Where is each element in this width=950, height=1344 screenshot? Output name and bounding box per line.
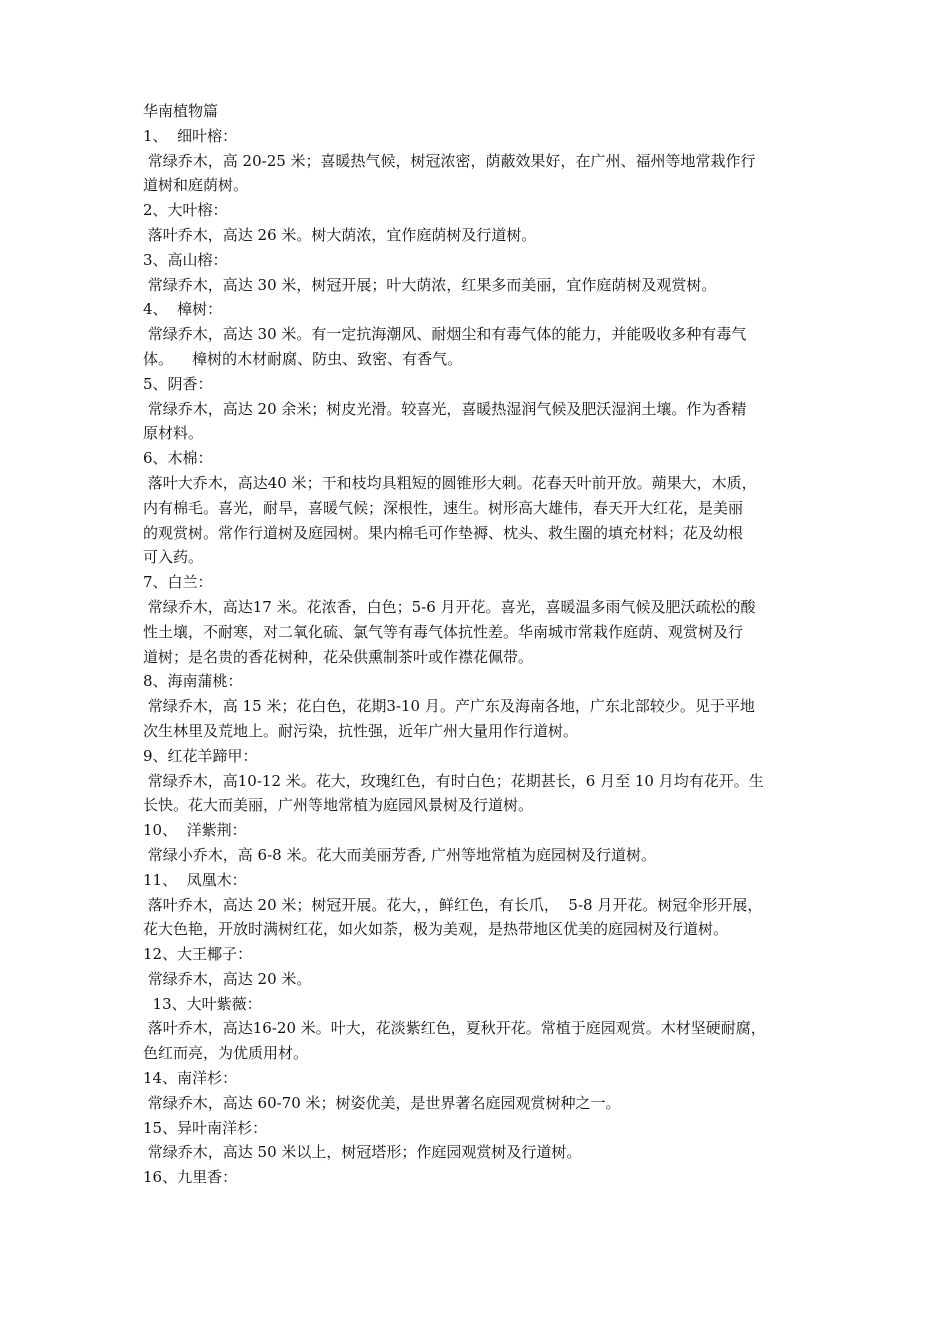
text-line: 的观赏树。常作行道树及庭园树。果内棉毛可作垫褥、枕头、救生圈的填充材料；花及幼根 bbox=[143, 523, 744, 542]
text-line: 花大色艳，开放时满树红花，如火如荼，极为美观，是热带地区优美的庭园树及行道树。 bbox=[143, 920, 729, 939]
text-line: 3、高山榕： bbox=[143, 250, 228, 269]
text-line: 常绿乔木，高达 20 余米；树皮光滑。较喜光，喜暖热湿润气候及肥沃湿润土壤。作为香精 bbox=[143, 399, 747, 418]
text-line: 12、大王椰子： bbox=[143, 945, 253, 964]
text-line: 常绿乔木，高达 50 米以上，树冠塔形；作庭园观赏树及行道树。 bbox=[143, 1143, 582, 1162]
text-line: 落叶乔木，高达 20 米；树冠开展。花大，，鲜红色，有长爪， 5-8 月开花。树冠伞形开展， bbox=[143, 895, 763, 914]
text-line: 常绿乔木，高达 30 米。有一定抗海潮风、耐烟尘和有毒气体的能力，并能吸收多种有毒气 bbox=[143, 325, 747, 344]
text-line: 10、 洋紫荆： bbox=[143, 821, 247, 840]
text-line: 8、海南蒲桃： bbox=[143, 672, 243, 691]
text-line: 常绿乔木，高 20-25 米；喜暖热气候，树冠浓密，荫蔽效果好，在广州、福州等地常栽作行 bbox=[143, 151, 756, 170]
text-line: 常绿乔木，高达17 米。花浓香，白色；5-6 月开花。喜光，喜暖温多雨气候及肥沃疏松的酸 bbox=[143, 597, 756, 616]
text-line: 道树和庭荫树。 bbox=[143, 176, 249, 195]
document-title: 华南植物篇 bbox=[143, 102, 219, 120]
text-line: 1、 细叶榕： bbox=[143, 126, 238, 145]
text-line: 4、 樟树： bbox=[143, 300, 223, 319]
text-line: 15、异叶南洋杉： bbox=[143, 1118, 268, 1137]
text-line: 13、大叶紫薇： bbox=[143, 994, 262, 1013]
text-line: 落叶乔木，高达16-20 米。叶大，花淡紫红色，夏秋开花。常植于庭园观赏。木材坚硬耐腐， bbox=[143, 1019, 766, 1038]
text-line: 体。 樟树的木材耐腐、防虫、致密、有香气。 bbox=[143, 349, 463, 368]
text-line: 次生林里及荒地上。耐污染，抗性强，近年广州大量用作行道树。 bbox=[143, 721, 579, 740]
text-line: 6、木棉： bbox=[143, 449, 213, 468]
text-line: 常绿乔木，高达 30 米，树冠开展；叶大荫浓，红果多而美丽，宜作庭荫树及观赏树。 bbox=[143, 275, 717, 294]
text-line: 道树；是名贵的香花树种，花朵供熏制茶叶或作襟花佩带。 bbox=[143, 647, 534, 666]
document-body bbox=[143, 124, 825, 1190]
text-line: 原材料。 bbox=[143, 424, 204, 443]
text-line: 落叶大乔木，高达40 米；干和枝均具粗短的圆锥形大刺。花春天叶前开放。蒴果大，木质， bbox=[143, 473, 757, 492]
text-line: 内有棉毛。喜光，耐旱，喜暖气候；深根性，速生。树形高大雄伟，春天开大红花，是美丽 bbox=[143, 498, 744, 517]
text-line: 9、红花羊蹄甲： bbox=[143, 746, 258, 765]
text-line: 16、九里香： bbox=[143, 1168, 238, 1187]
text-line: 落叶乔木，高达 26 米。树大荫浓，宜作庭荫树及行道树。 bbox=[143, 225, 537, 244]
text-line: 常绿乔木，高 15 米；花白色，花期3-10 月。产广东及海南各地，广东北部较少。见于平地 bbox=[143, 697, 755, 716]
text-line: 性土壤，不耐寒，对二氧化硫、氯气等有毒气体抗性差。华南城市常栽作庭荫、观赏树及行 bbox=[143, 622, 744, 641]
text-line: 可入药。 bbox=[143, 548, 204, 567]
document-page bbox=[143, 99, 825, 1190]
text-line: 常绿乔木，高达 60-70 米；树姿优美，是世界著名庭园观赏树种之一。 bbox=[143, 1093, 621, 1112]
text-line: 2、大叶榕： bbox=[143, 201, 228, 220]
text-line: 常绿小乔木，高 6-8 米。花大而美丽芳香, 广州等地常植为庭园树及行道树。 bbox=[143, 845, 656, 864]
text-line: 长快。花大而美丽，广州等地常植为庭园风景树及行道树。 bbox=[143, 796, 534, 815]
text-line: 7、白兰： bbox=[143, 573, 213, 592]
text-line: 常绿乔木，高10-12 米。花大，玫瑰红色，有时白色；花期甚长，6 月至 10 月均有花开。生 bbox=[143, 771, 764, 790]
text-line: 色红而亮，为优质用材。 bbox=[143, 1044, 309, 1063]
text-line: 14、南洋杉： bbox=[143, 1069, 238, 1088]
text-line: 常绿乔木，高达 20 米。 bbox=[143, 969, 312, 988]
text-line: 11、 凤凰木： bbox=[143, 870, 247, 889]
text-line: 5、阴香： bbox=[143, 374, 213, 393]
